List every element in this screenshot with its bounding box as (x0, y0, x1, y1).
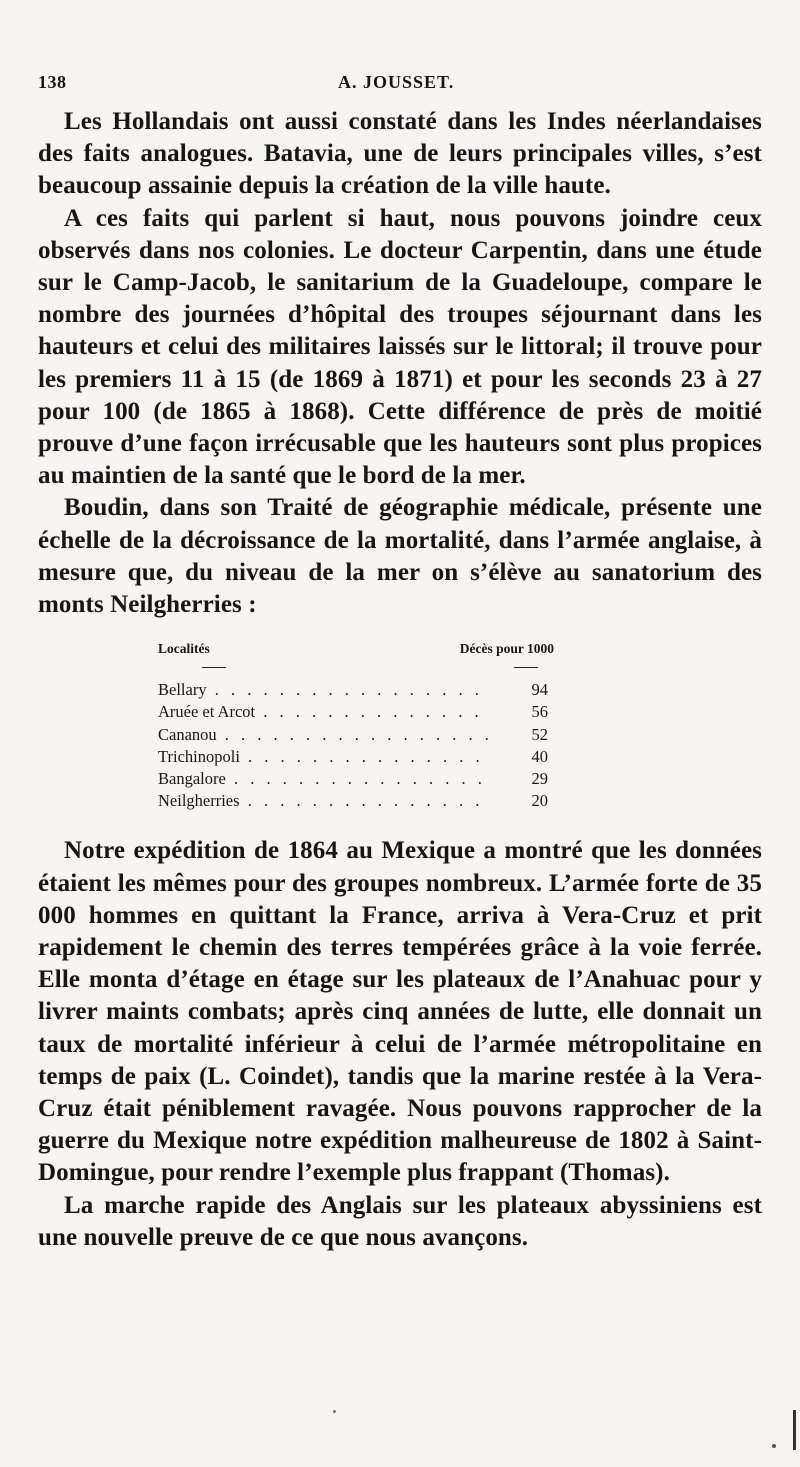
table-cell-locality: Aruée et Arcot . . . (158, 702, 490, 722)
running-head: A. JOUSSET. (338, 72, 455, 92)
mortality-table (158, 641, 578, 813)
table-cell-deaths: 94 (490, 680, 578, 700)
paragraph-dutch-indies: Les Hollandais ont aussi constaté dans les Indes néerlandaises des faits analogues. Batavia, une de leurs principales villes, s’est beaucoup assainie depuis la création de la ville haute. (38, 108, 762, 200)
table-row (158, 702, 578, 724)
header-rule-left (202, 667, 226, 668)
table-cell-deaths: 29 (490, 769, 578, 789)
page-number: 138 (38, 72, 67, 92)
table-row (158, 747, 578, 769)
page-header (38, 72, 762, 106)
table-cell-locality: Bellary . . . (158, 680, 490, 700)
book-page (38, 72, 762, 1254)
paragraph-guadeloupe: A ces faits qui parlent si haut, nous pouvons joindre ceux observés dans nos colonies. Le docteur Carpentin, dans une étude sur le Camp-Jacob, le sanitarium de la Guadeloupe, compare le nombre des journées d’hôpital des troupes séjournant dans les hauteurs et celui des militaires laissés sur le littoral; il trouve pour les premiers 11 à 15 (de 1869 à 1871) et pour les seconds 23 à 27 pour 100 (de 1865 à 1868). Cette différence de près de moitié prouve d’une façon irrécusable que les hauteurs sont plus propices au maintien de la santé que le bord de la mer. (38, 204, 762, 490)
margin-speck (772, 1444, 776, 1448)
table-header (158, 641, 578, 657)
paragraph-mexico: Notre expédition de 1864 au Mexique a montré que les données étaient les mêmes pour des groupes nombreux. L’armée forte de 35 000 hommes en quittant la France, arriva à Vera-Cruz et prit rapidement le chemin des terres tempérées grâce à la voie ferrée. Elle monta d’étage en étage sur les plateaux de l’Anahuac pour y livrer maints combats; après cinq années de lutte, elle donnait un taux de mortalité inférieur à celui de l’armée métropolitaine en temps de paix (L. Coindet), tandis que la marine restée à la Vera-Cruz était péniblement ravagée. Nous pouvons rapprocher de la guerre du Mexique notre expédition malheureuse de 1802 à Saint-Domingue, pour rendre l’exemple plus frappant (Thomas). (38, 837, 762, 1187)
table-cell-locality: Bangalore . . . (158, 769, 490, 789)
table-cell-deaths: 20 (490, 791, 578, 811)
table-cell-locality: Neilgherries . . . (158, 791, 490, 811)
table-cell-deaths: 40 (490, 747, 578, 767)
print-speck (333, 1410, 336, 1413)
column-header-deaths: Décès pour 1000 (459, 641, 554, 657)
paragraph-abyssinia: La marche rapide des Anglais sur les plateaux abyssiniens est une nouvelle preuve de ce que nous avançons. (38, 1191, 762, 1251)
table-row (158, 791, 578, 813)
table-row (158, 769, 578, 791)
table-header-rules (158, 667, 578, 668)
margin-scan-mark (793, 1410, 796, 1450)
table-cell-locality: Cananou . . . (158, 725, 490, 745)
table-cell-deaths: 52 (490, 725, 578, 745)
table-cell-locality: Trichinopoli . . . (158, 747, 490, 767)
table-cell-deaths: 56 (490, 702, 578, 722)
header-rule-right (514, 667, 538, 668)
paragraph-boudin: Boudin, dans son Traité de géographie médicale, présente une échelle de la décroissance de la mortalité, dans l’armée anglaise, à mesure que, du niveau de la mer on s’élève au sanatorium des monts Neilgherries : (38, 494, 762, 619)
table-row (158, 725, 578, 747)
column-header-localities: Localités (158, 641, 210, 657)
table-row (158, 680, 578, 702)
